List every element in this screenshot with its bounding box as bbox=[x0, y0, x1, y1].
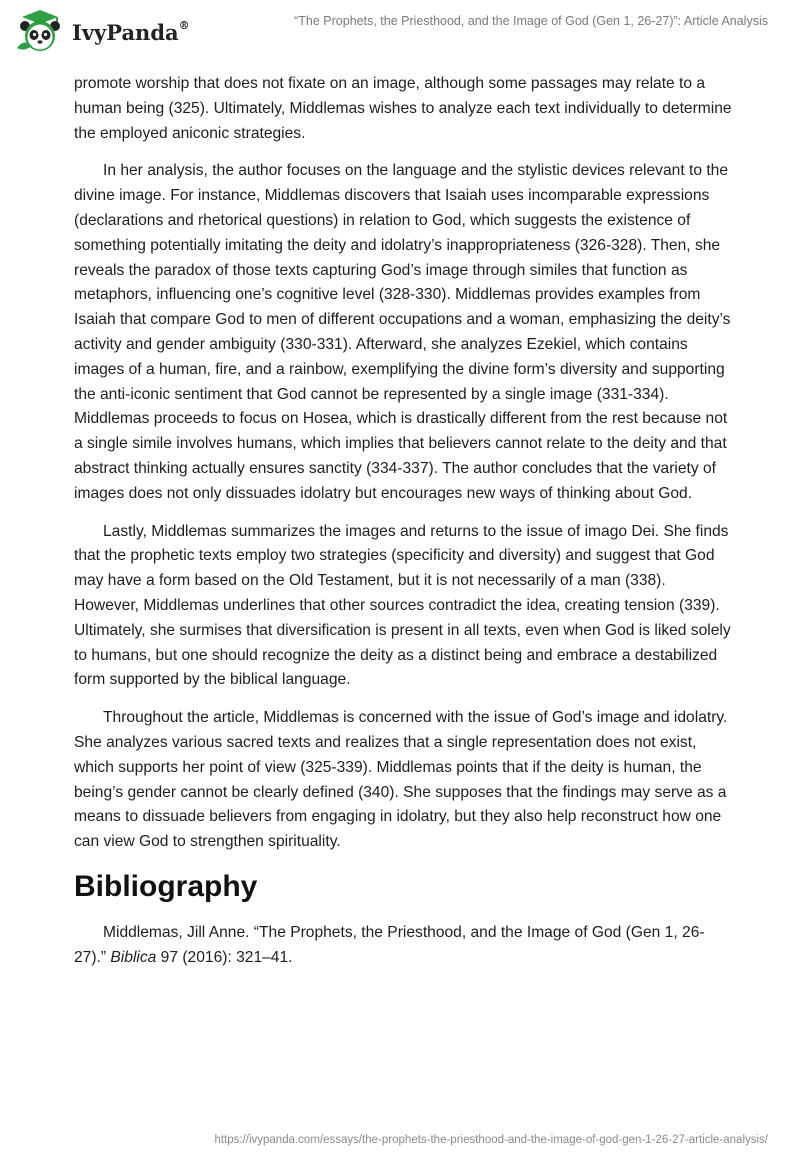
bibliography-heading: Bibliography bbox=[74, 869, 258, 903]
paragraph-2: In her analysis, the author focuses on the language and the stylistic devices relevant to the divine image. For instance, Middlemas discovers that Isaiah uses incomparable expressions (declarations and rhetorical questions) in relation to God, which suggests the existence of something potentially imitating the deity and idolatry’s inappropriateness (326-328). Then, she reveals the paradox of those texts capturing God’s image through similes that function as metaphors, influencing one’s cognitive level (328-330). Middlemas provides examples from Isaiah that compare God to men of different occupations and a woman, emphasizing the deity’s activity and gender ambiguity (330-331). Afterward, she analyzes Ezekiel, which contains images of a human, fire, and a rainbow, exemplifying the divine form’s diversity and supporting the anti-iconic sentiment that God cannot be represented by a single image (331-334). Middlemas proceeds to focus on Hosea, which is drastically different from the rest because not a single simile involves humans, which implies that believers cannot relate to the deity and that abstract thinking actually ensures sanctity (334-337). The author concludes that the variety of images does not only dissuades idolatry but encourages new ways of thinking about God. bbox=[74, 162, 731, 502]
paragraph-3: Lastly, Middlemas summarizes the images and returns to the issue of imago Dei. She finds that the prophetic texts employ two strategies (specificity and diversity) and suggest that God may have a form based on the Old Testament, but it is not necessarily of a man (338). However, Middlemas underlines that other sources contradict the idea, creating tension (339). Ultimately, she surmises that diversification is present in all texts, even when God is liked solely to humans, but one should recognize the deity as a distinct being and embrace a destabilized form supported by the biblical language. bbox=[74, 522, 731, 689]
footer-url bbox=[214, 1134, 768, 1146]
document-title: “The Prophets, the Priesthood, and the Image of God (Gen 1, 26-27)”: Article Analysis bbox=[294, 14, 768, 28]
panda-logo-icon bbox=[14, 8, 66, 54]
brand-name: IvyPanda® bbox=[72, 18, 190, 45]
journal-title: Biblica bbox=[110, 948, 157, 966]
article-body bbox=[74, 72, 734, 984]
bibliography-entry: Middlemas, Jill Anne. “The Prophets, the Priesthood, and the Image of God (Gen 1, 26-27).” Biblica 97 (2016): 321–41. bbox=[74, 923, 705, 966]
paragraph-1: promote worship that does not fixate on an image, although some passages may relate to a human being (325). Ultimately, Middlemas wishes to analyze each text individually to determine the employed aniconic strategies. bbox=[74, 75, 732, 142]
page-header bbox=[0, 0, 800, 70]
ivypanda-logo[interactable] bbox=[14, 8, 190, 54]
paragraph-4: Throughout the article, Middlemas is concerned with the issue of God’s image and idolatry. She analyzes various sacred texts and realizes that a single representation does not exist, which supports her point of view (325-339). Middlemas points that if the deity is human, the being’s gender cannot be clearly defined (340). She supposes that the findings may serve as a means to dissuade believers from engaging in idolatry, but they also help reconstruct how one can view God to strengthen spirituality. bbox=[74, 709, 728, 851]
source-link[interactable]: https://ivypanda.com/essays/the-prophets-the-priesthood-and-the-image-of-god-gen-1-26-27-article-analysis/ bbox=[214, 1134, 768, 1146]
